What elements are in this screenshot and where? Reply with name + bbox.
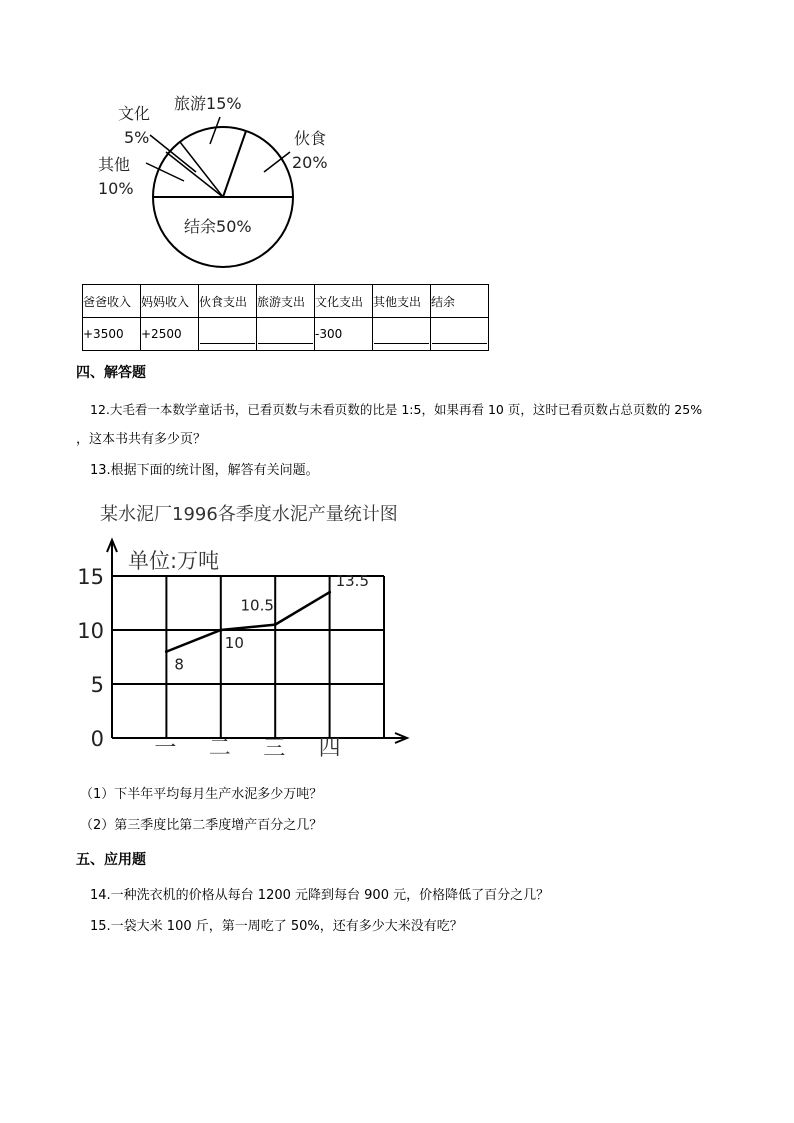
pie-divider-travel-culture [180, 142, 223, 197]
table-cell-travel-blank [257, 318, 315, 351]
income-expense-table [82, 284, 489, 351]
table-header-cell: 其他支出 [373, 285, 431, 318]
question-13-sub-1: （1）下半年平均每月生产水泥多少万吨？ [80, 787, 323, 802]
pie-divider-culture-other [166, 152, 223, 197]
y-tick-label: 0 [90, 727, 104, 751]
x-category-label: 四 [318, 736, 341, 761]
leader-other [146, 163, 184, 181]
y-tick-label: 15 [77, 565, 104, 589]
pie-label-other-pct: 10% [98, 179, 134, 198]
pie-label-culture-name: 文化 [118, 104, 151, 123]
pie-label-culture-pct: 5% [124, 128, 150, 147]
table-header-cell: 伙食支出 [199, 285, 257, 318]
line-chart-title: 某水泥厂1996各季度水泥产量统计图 [100, 504, 398, 525]
data-point [219, 629, 222, 632]
answer-blank[interactable] [374, 343, 429, 344]
table-header-cell: 结余 [431, 285, 489, 318]
answer-blank[interactable] [258, 343, 313, 344]
table-cell-culture: -300 [315, 318, 373, 351]
table-header-cell: 爸爸收入 [83, 285, 141, 318]
question-12-line-1: 12.大毛看一本数学童话书，已看页数与未看页数的比是 1:5，如果再看 10 页，这时已看页数占总页数的 25% [90, 402, 703, 417]
table-cell-mom-income: +2500 [141, 318, 199, 351]
data-label: 10.5 [240, 596, 274, 615]
leader-travel [210, 117, 220, 144]
data-label: 8 [174, 655, 184, 674]
table-cell-other-blank [373, 318, 431, 351]
pie-chart [88, 86, 328, 276]
table-header-row [83, 285, 489, 318]
x-category-label: 二 [208, 736, 231, 761]
data-label: 13.5 [335, 572, 370, 591]
table-cell-balance-blank [431, 318, 489, 351]
pie-divider-food-travel [223, 131, 246, 197]
table-cell-food-blank [199, 318, 257, 351]
table-header-cell: 旅游支出 [257, 285, 315, 318]
question-13: 13.根据下面的统计图，解答有关问题。 [90, 463, 319, 478]
table-header-cell: 文化支出 [315, 285, 373, 318]
x-category-label: 一 [154, 736, 177, 761]
line-chart [70, 496, 415, 771]
question-14: 14.一种洗衣机的价格从每台 1200 元降到每台 900 元，价格降低了百分之几？ [90, 888, 550, 903]
y-tick-label: 5 [90, 673, 104, 697]
question-15: 15.一袋大米 100 斤，第一周吃了 50%，还有多少大米没有吃？ [90, 919, 463, 934]
pie-label-other-name: 其他 [98, 155, 131, 174]
pie-label-travel: 旅游15% [174, 94, 242, 113]
line-chart-unit: 单位:万吨 [128, 549, 220, 573]
question-13-sub-2: （2）第三季度比第二季度增产百分之几？ [80, 818, 323, 833]
section-4-title: 四、解答题 [76, 365, 146, 381]
answer-blank[interactable] [200, 343, 255, 344]
x-category-label: 三 [263, 736, 286, 761]
y-tick-label: 10 [77, 619, 104, 643]
pie-label-balance: 结余50% [184, 217, 252, 236]
data-point [165, 650, 168, 653]
question-12-line-2: ，这本书共有多少页？ [76, 432, 207, 447]
data-point [274, 623, 277, 626]
table-cell-dad-income: +3500 [83, 318, 141, 351]
data-point [328, 591, 331, 594]
data-label: 10 [224, 634, 244, 652]
table-header-cell: 妈妈收入 [141, 285, 199, 318]
answer-blank[interactable] [432, 343, 487, 344]
pie-label-food-name: 伙食 [294, 129, 327, 148]
section-5-title: 五、应用题 [76, 852, 146, 868]
pie-label-food-pct: 20% [292, 153, 328, 172]
table-row [83, 318, 489, 351]
